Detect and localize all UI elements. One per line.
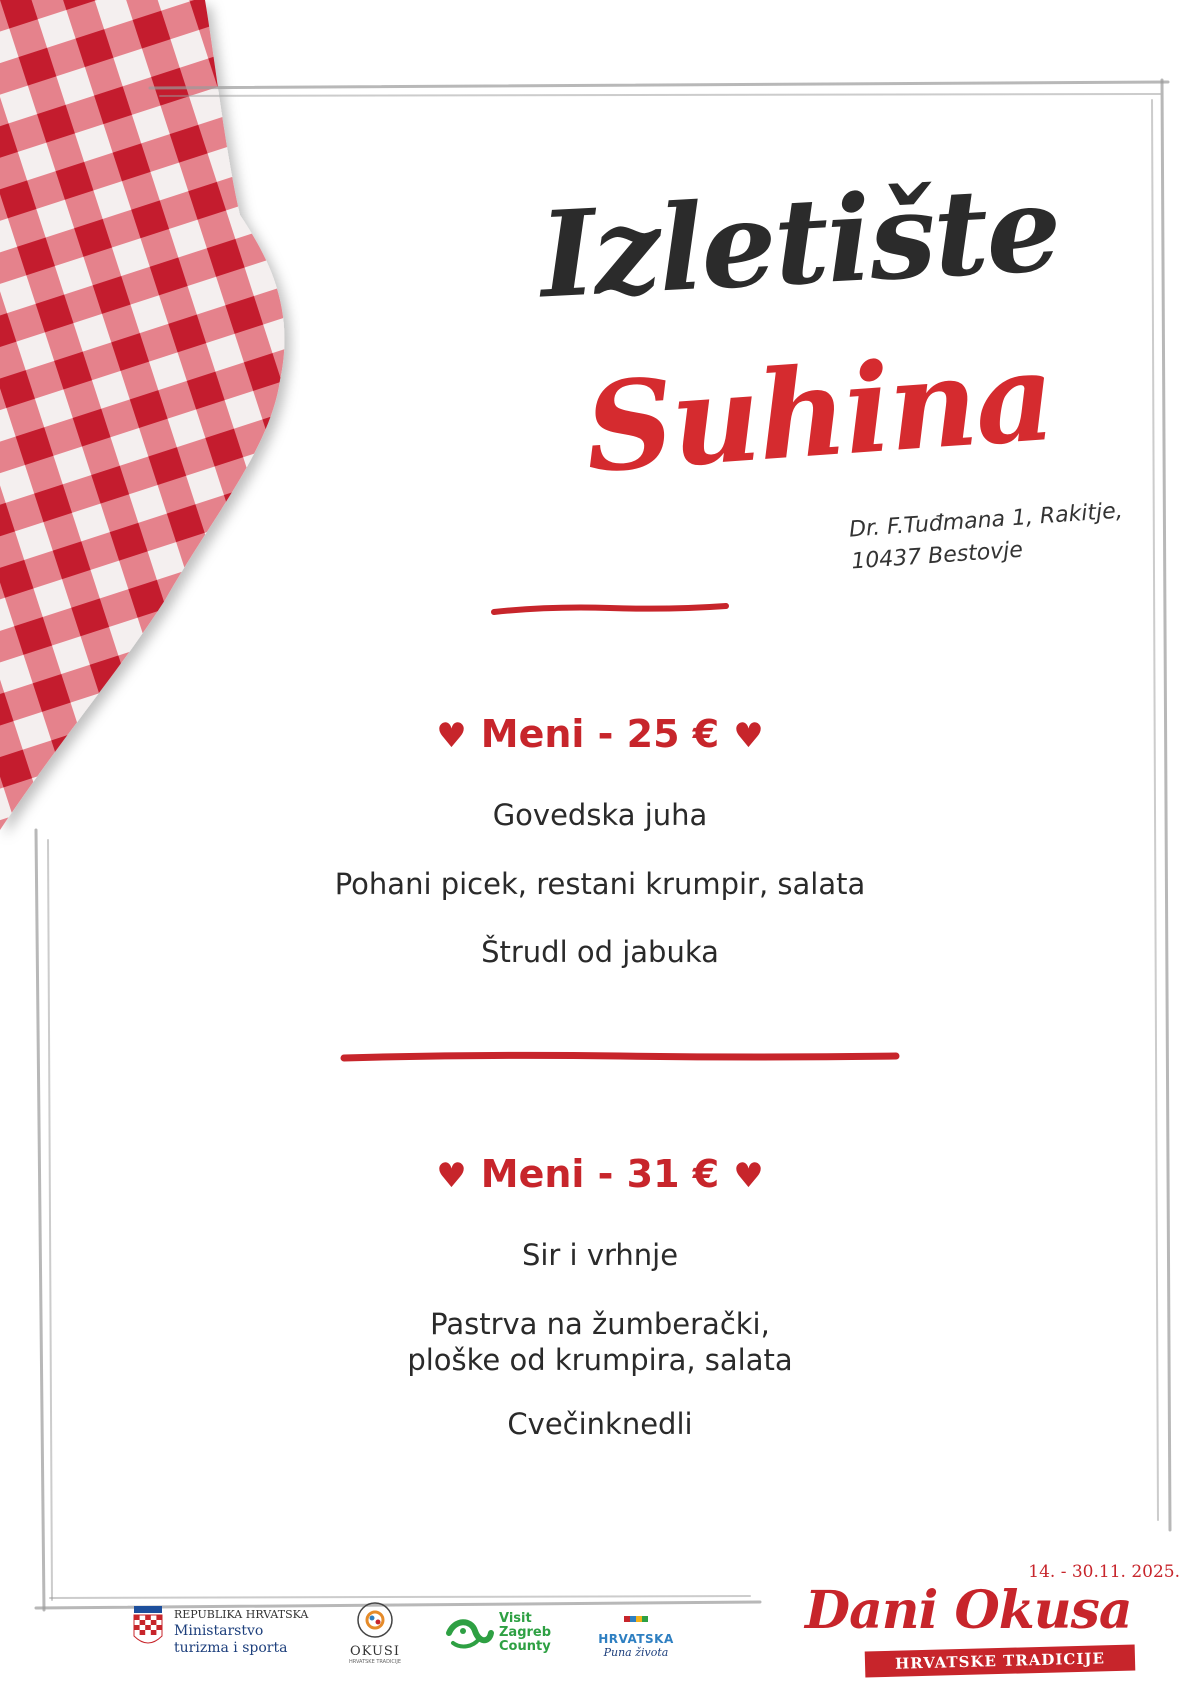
event-dates: 14. - 30.11. 2025. [1028, 1562, 1180, 1582]
visit-zagreb-mark-icon [445, 1613, 495, 1653]
ministry-line3: turizma i sporta [174, 1640, 288, 1656]
ministry-line1: REPUBLIKA HRVATSKA [174, 1608, 309, 1621]
restaurant-title-line1: Izletište [536, 158, 1063, 325]
menu1-title [0, 712, 1200, 756]
menu2-item: Sir i vrhnje [521, 1238, 679, 1272]
okusi-logo [345, 1600, 405, 1665]
okusi-label: OKUSI [350, 1644, 400, 1659]
menu1-title-text: Meni - 25 € [480, 712, 720, 756]
heart-icon: ♥ [733, 716, 764, 756]
visit-line1: Visit [499, 1611, 532, 1626]
menu2-title-text: Meni - 31 € [480, 1152, 720, 1196]
menu2-item: ploške od krumpira, salata [407, 1343, 793, 1377]
hrvatska-label: HRVATSKA [598, 1632, 674, 1646]
croatian-coat-of-arms-icon [132, 1606, 164, 1650]
menu1-item: Pohani picek, restani krumpir, salata [334, 867, 866, 901]
heart-icon: ♥ [436, 1156, 467, 1196]
visit-line2: Zagreb [499, 1625, 552, 1640]
menu2-title [0, 1152, 1200, 1196]
event-sub: HRVATSKE TRADICIJE [894, 1649, 1106, 1673]
address [848, 496, 1126, 579]
hrvatska-logo [592, 1616, 680, 1659]
okusi-emblem-icon [355, 1600, 395, 1640]
menu2-item: Cvečinknedli [507, 1407, 693, 1441]
okusi-sub: HRVATSKE TRADICIJE [348, 1659, 402, 1665]
restaurant-title-line2: Suhina [580, 323, 1058, 501]
divider-stroke-middle [340, 1048, 900, 1068]
menu1-item: Štrudl od jabuka [481, 935, 719, 969]
address-line1: Dr. F.Tuđmana 1, Rakitje, [848, 498, 1124, 543]
visit-zagreb-county-logo [445, 1612, 551, 1654]
dani-okusa-logo [795, 1562, 1190, 1682]
hrvatska-checker-icon [624, 1616, 648, 1630]
ministry-line2: Ministarstvo [174, 1623, 264, 1639]
heart-icon: ♥ [733, 1156, 764, 1196]
event-sub-banner [865, 1644, 1136, 1677]
divider-stroke-top [490, 600, 730, 620]
ministry-logo [132, 1606, 308, 1657]
event-name: Dani Okusa [805, 1580, 1132, 1641]
address-line2: 10437 Bestovje [850, 537, 1024, 575]
heart-icon: ♥ [436, 716, 467, 756]
hrvatska-sub: Puna života [603, 1646, 669, 1659]
menu1-item: Govedska juha [492, 798, 708, 832]
menu2-item: Pastrva na žumberački, [430, 1307, 770, 1341]
visit-line3: County [499, 1639, 551, 1654]
